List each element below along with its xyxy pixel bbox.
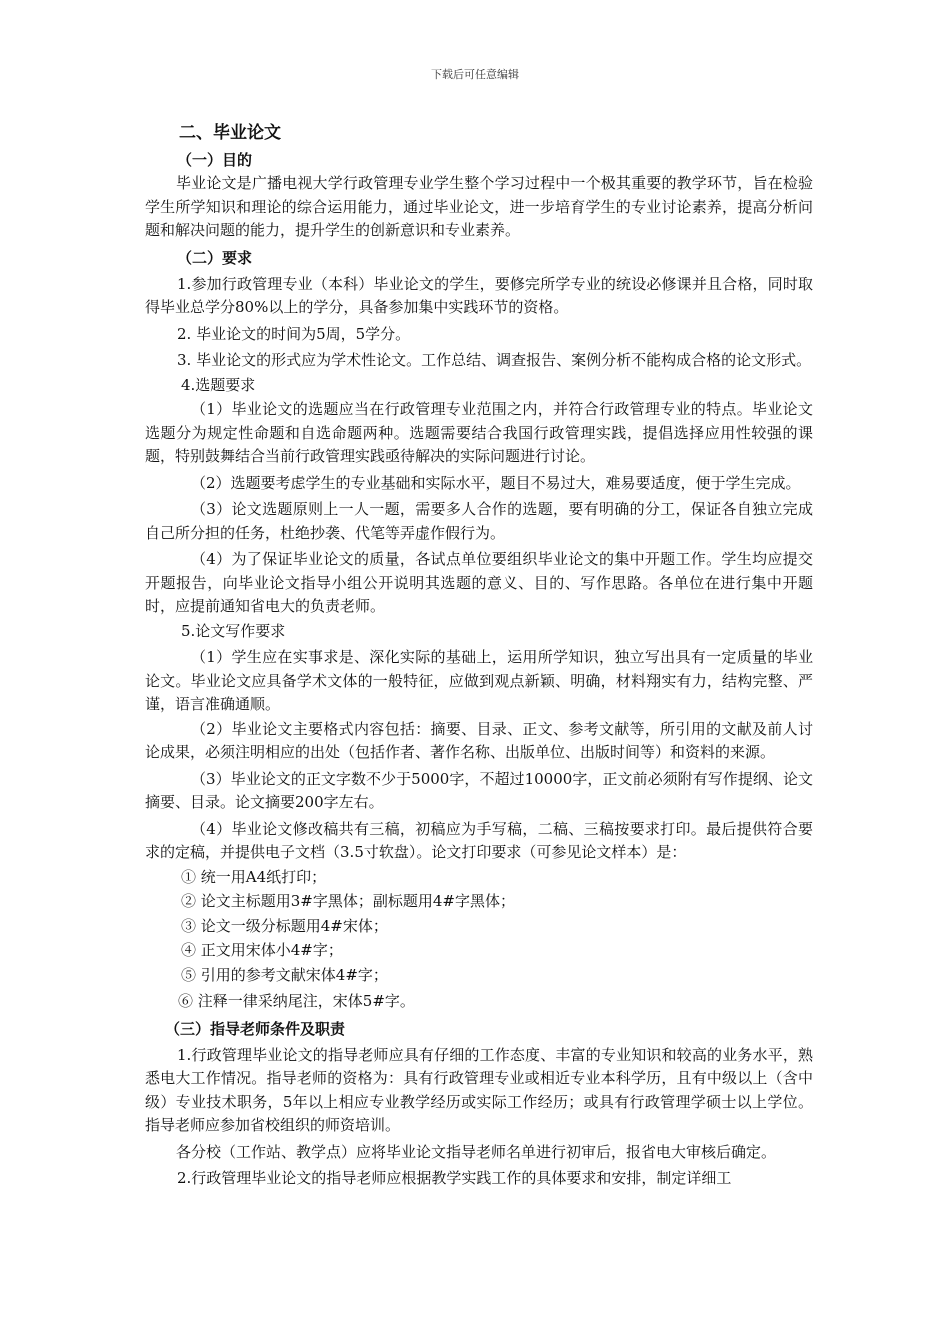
paragraph-purpose: 毕业论文是广播电视大学行政管理专业学生整个学习过程中一个极其重要的教学环节，旨在检验学生所学知识和理论的综合运用能力，通过毕业论文，进一步培育学生的专业讨论素养，提高分析问题和解决问题的能力，提升学生的创新意识和专业素养。 xyxy=(145,174,813,239)
paragraph-advisor-1b: 各分校（工作站、教学点）应将毕业论文指导老师名单进行初审后，报省电大审核后确定。 xyxy=(176,1142,777,1161)
print-rule-item: ② 论文主标题用3#字黑体；副标题用4#字黑体； xyxy=(181,892,515,910)
paragraph-req-1: 1.参加行政管理专业（本科）毕业论文的学生，要修完所学专业的统设必修课并且合格，同时取得毕业总学分80%以上的学分，具备参加集中实践环节的资格。 xyxy=(145,274,813,316)
subheading-topic-requirements: 4.选题要求 xyxy=(181,375,256,394)
document-body xyxy=(145,120,813,1192)
subheading-writing-requirements: 5.论文写作要求 xyxy=(181,621,286,640)
heading-requirements: （二）要求 xyxy=(177,248,253,267)
paragraph-advisor-1: 1.行政管理毕业论文的指导老师应具有仔细的工作态度、丰富的专业知识和较高的业务水平，熟悉电大工作情况。指导老师的资格为：具有行政管理专业或相近专业本科学历，且有中级以上（含中级）专业技术职务，5年以上相应专业教学经历或实际工作经历；或具有行政管理学硕士以上学位。指导老师应参加省校组织的师资培训。 xyxy=(145,1045,813,1134)
paragraph-writing-4: （4）毕业论文修改稿共有三稿，初稿应为手写稿，二稿、三稿按要求打印。最后提供符合要求的定稿，并提供电子文档（3.5寸软盘）。论文打印要求（可参见论文样本）是： xyxy=(145,819,813,861)
print-rule-item: ④ 正文用宋体小4#字； xyxy=(181,941,343,959)
paragraph-req-2: 2. 毕业论文的时间为5周，5学分。 xyxy=(177,324,411,343)
paragraph-topic-4: （4）为了保证毕业论文的质量，各试点单位要组织毕业论文的集中开题工作。学生均应提交开题报告，向毕业论文指导小组公开说明其选题的意义、目的、写作思路。各单位在进行集中开题时，应提前通知省电大的负责老师。 xyxy=(145,550,813,615)
paragraph-writing-1: （1）学生应在实事求是、深化实际的基础上，运用所学知识，独立写出具有一定质量的毕业论文。毕业论文应具备学术文体的一般特征，应做到观点新颖、明确，材料翔实有力，结构完整、严谨，语言准确通顺。 xyxy=(145,648,813,713)
heading-advisor: （三）指导老师条件及职责 xyxy=(165,1019,346,1038)
paragraph-req-3: 3. 毕业论文的形式应为学术性论文。工作总结、调查报告、案例分析不能构成合格的论文形式。 xyxy=(177,351,812,369)
heading-purpose: （一）目的 xyxy=(177,151,253,169)
print-rule-item: ③ 论文一级分标题用4#宋体； xyxy=(181,916,388,935)
paragraph-topic-3: （3）论文选题原则上一人一题，需要多人合作的选题，要有明确的分工，保证各自独立完成自己所分担的任务，杜绝抄袭、代笔等弄虚作假行为。 xyxy=(145,500,813,542)
paragraph-writing-2: （2）毕业论文主要格式内容包括：摘要、目录、正文、参考文献等，所引用的文献及前人讨论成果，必须注明相应的出处（包括作者、著作名称、出版单位、出版时间等）和资料的来源。 xyxy=(145,719,813,761)
paragraph-advisor-2: 2.行政管理毕业论文的指导老师应根据教学实践工作的具体要求和安排，制定详细工 xyxy=(177,1169,732,1187)
paragraph-topic-2: （2）选题要考虑学生的专业基础和实际水平，题目不易过大，难易要适度，便于学生完成。 xyxy=(191,473,801,492)
header-note: 下载后可任意编辑 xyxy=(431,68,519,81)
print-rule-item: ① 统一用A4纸打印； xyxy=(181,867,327,886)
print-rule-item: ⑤ 引用的参考文献宋体4#字； xyxy=(181,965,388,984)
paragraph-topic-1: （1）毕业论文的选题应当在行政管理专业范围之内，并符合行政管理专业的特点。毕业论文选题分为规定性命题和自选命题两种。选题需要结合我国行政管理实践，提倡选择应用性较强的课题，特别鼓舞结合当前行政管理实践亟待解决的实际问题进行讨论。 xyxy=(145,400,813,465)
print-rule-item: ⑥ 注释一律采纳尾注，宋体5#字。 xyxy=(178,992,415,1010)
section-title: 二、毕业论文 xyxy=(179,123,281,143)
paragraph-writing-3: （3）毕业论文的正文字数不少于5000字，不超过10000字，正文前必须附有写作提纲、论文摘要、目录。论文摘要200字左右。 xyxy=(145,769,813,811)
